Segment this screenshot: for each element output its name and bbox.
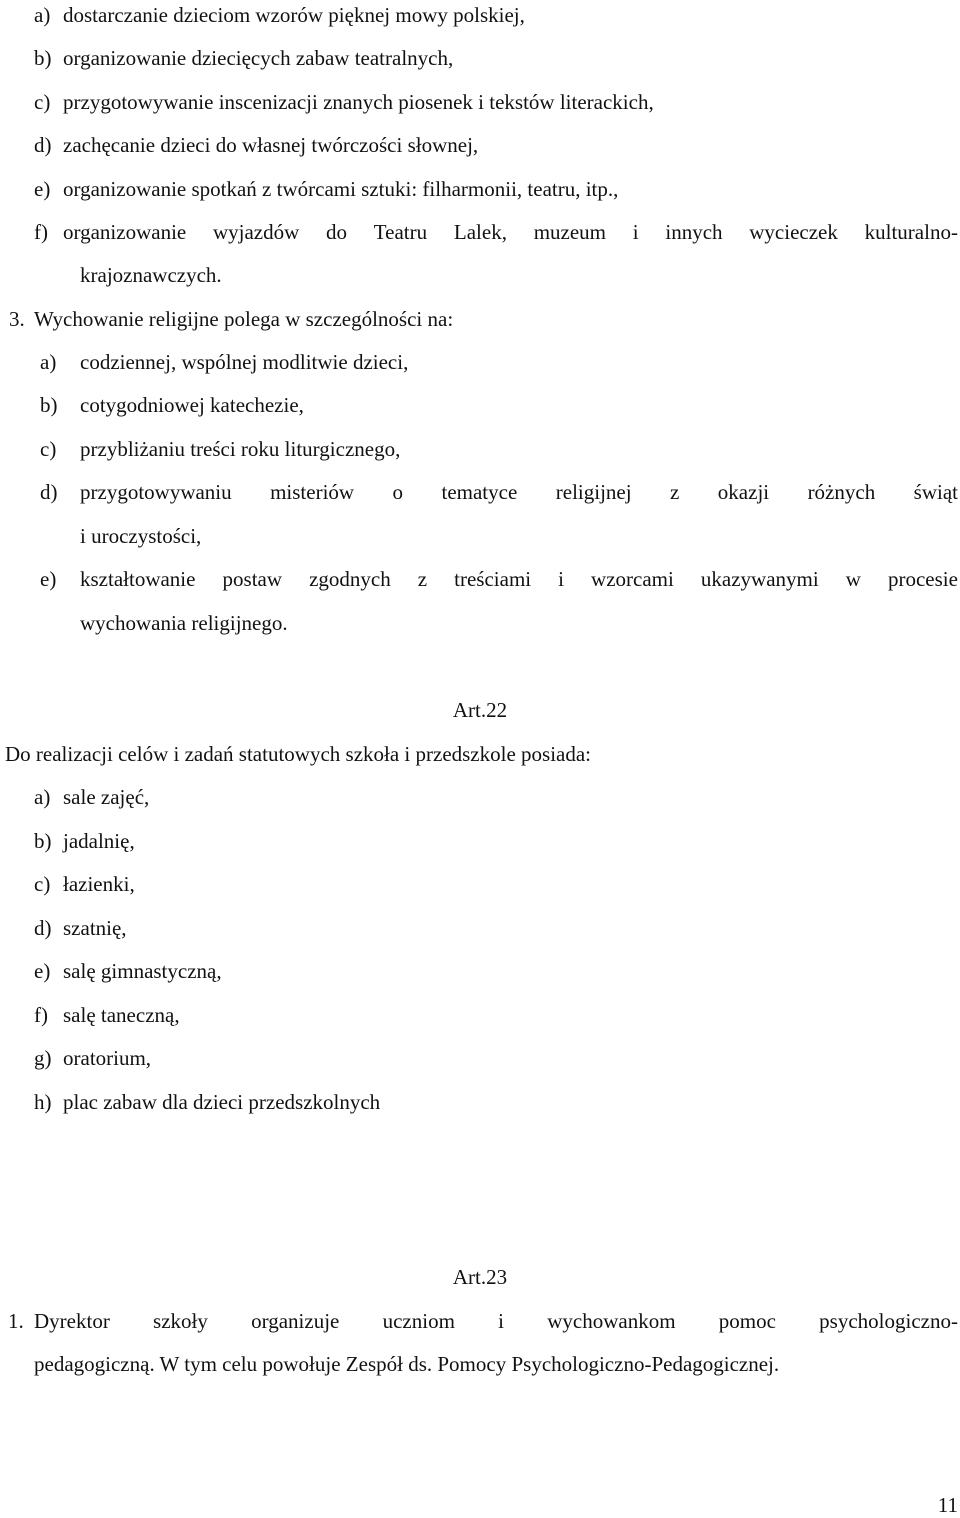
list-item-text: cotygodniowej katechezie, bbox=[80, 393, 304, 417]
list-item-text: łazienki, bbox=[63, 872, 135, 896]
list-item-continuation: pedagogiczną. W tym celu powołuje Zespół ds. Pomocy Psychologiczno-Pedagogicznej. bbox=[34, 1352, 780, 1376]
list-item-label: a) bbox=[40, 350, 57, 374]
list-item-label: a) bbox=[34, 785, 51, 809]
list-item-continuation: wychowania religijnego. bbox=[80, 611, 288, 635]
page-number: 11 bbox=[937, 1493, 958, 1517]
list-item-text: przygotowywaniu misteriów o tematyce religijnej z okazji różnych świąt bbox=[80, 480, 958, 504]
list-item-text: dostarczanie dzieciom wzorów pięknej mowy polskiej, bbox=[63, 3, 525, 27]
list-item-label: d) bbox=[34, 916, 52, 940]
list-item-text: organizowanie wyjazdów do Teatru Lalek, muzeum i innych wycieczek kulturalno- bbox=[63, 220, 958, 244]
list-item-continuation: krajoznawczych. bbox=[80, 263, 222, 287]
list-item-label: d) bbox=[40, 480, 58, 504]
list-item-label: e) bbox=[40, 567, 57, 591]
list-item-text: codziennej, wspólnej modlitwie dzieci, bbox=[80, 350, 409, 374]
list-item-text: szatnię, bbox=[63, 916, 127, 940]
list-item-label: f) bbox=[34, 220, 48, 244]
list-item-label: b) bbox=[34, 829, 52, 853]
list-item-label: e) bbox=[34, 959, 51, 983]
article-heading: Art.22 bbox=[452, 698, 508, 722]
list-item-label: c) bbox=[34, 90, 51, 114]
list-item-label: b) bbox=[34, 46, 52, 70]
section-intro: Wychowanie religijne polega w szczególności na: bbox=[34, 307, 454, 331]
list-item-label: c) bbox=[40, 437, 57, 461]
list-item-text: zachęcanie dzieci do własnej twórczości słownej, bbox=[63, 133, 479, 157]
list-item-continuation: i uroczystości, bbox=[80, 524, 202, 548]
list-item-label: b) bbox=[40, 393, 58, 417]
list-item-label: h) bbox=[34, 1090, 52, 1114]
list-item-text: przygotowywanie inscenizacji znanych piosenek i tekstów literackich, bbox=[63, 90, 654, 114]
list-item-label: a) bbox=[34, 3, 51, 27]
list-item-text: oratorium, bbox=[63, 1046, 152, 1070]
list-item-text: salę taneczną, bbox=[63, 1003, 180, 1027]
article-intro: Do realizacji celów i zadań statutowych szkoła i przedszkole posiada: bbox=[5, 742, 592, 766]
list-item-text: kształtowanie postaw zgodnych z treściami i wzorcami ukazywanymi w procesie bbox=[80, 567, 958, 591]
section-number: 3. bbox=[9, 307, 25, 331]
list-item-label: c) bbox=[34, 872, 51, 896]
list-item-text: sale zajęć, bbox=[63, 785, 150, 809]
list-item-text: przybliżaniu treści roku liturgicznego, bbox=[80, 437, 401, 461]
list-item-text: plac zabaw dla dzieci przedszkolnych bbox=[63, 1090, 381, 1114]
list-item-text: salę gimnastyczną, bbox=[63, 959, 222, 983]
list-item-text: jadalnię, bbox=[63, 829, 135, 853]
list-item-text: Dyrektor szkoły organizuje uczniom i wychowankom pomoc psychologiczno- bbox=[34, 1309, 958, 1333]
list-item-label: g) bbox=[34, 1046, 52, 1070]
list-item-label: e) bbox=[34, 177, 51, 201]
list-item-text: organizowanie spotkań z twórcami sztuki: filharmonii, teatru, itp., bbox=[63, 177, 619, 201]
article-heading: Art.23 bbox=[452, 1265, 508, 1289]
list-item-label: f) bbox=[34, 1003, 48, 1027]
list-item-label: d) bbox=[34, 133, 52, 157]
list-item-label: 1. bbox=[8, 1309, 24, 1333]
list-item-text: organizowanie dziecięcych zabaw teatralnych, bbox=[63, 46, 454, 70]
